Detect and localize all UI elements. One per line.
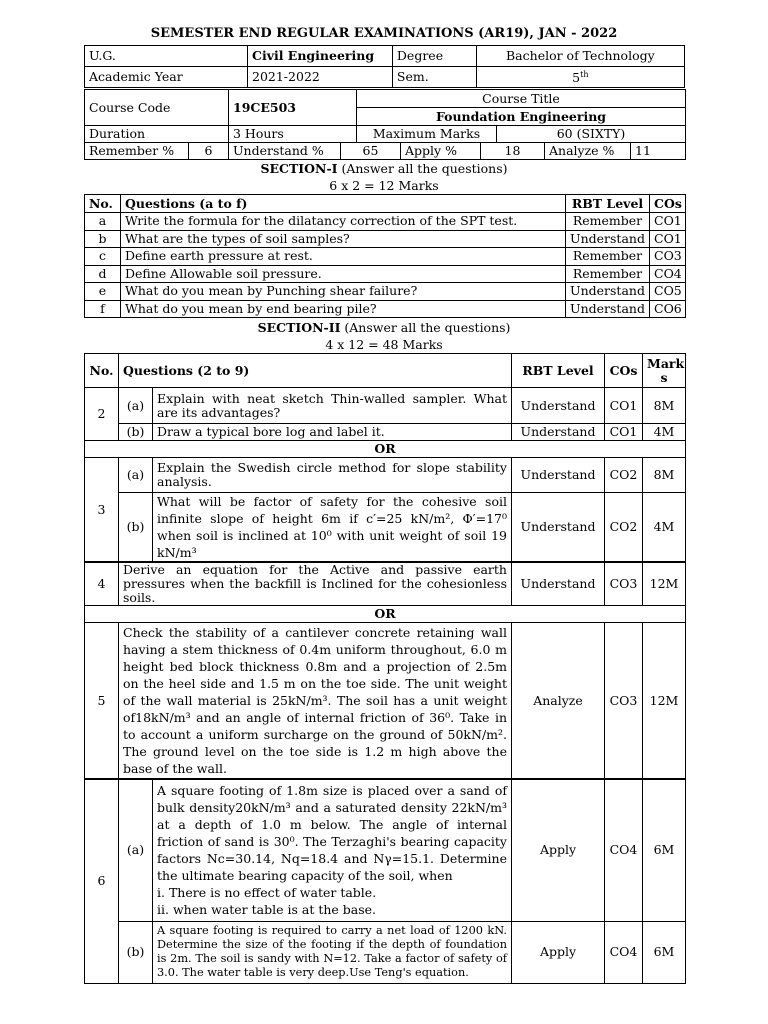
s2-header-marks: Mark s xyxy=(643,354,686,388)
ug-label: U.G. xyxy=(85,46,248,67)
analyze-label: Analyze % xyxy=(545,143,631,160)
section2-title: SECTION-II xyxy=(257,320,341,335)
q6a-rbt: Apply xyxy=(512,779,605,921)
q3b-marks: 4M xyxy=(643,493,686,563)
q2b-rbt: Understand xyxy=(512,424,605,441)
s1-header-questions: Questions (a to f) xyxy=(121,195,566,213)
duration-label: Duration xyxy=(85,126,229,143)
course-code-label: Course Code xyxy=(85,90,229,126)
q2b-sub: (b) xyxy=(119,424,153,441)
s1-row-co: CO3 xyxy=(650,248,686,266)
q4-co: CO3 xyxy=(605,562,643,606)
duration-table xyxy=(84,125,686,143)
s1-row-rbt: Understand xyxy=(566,300,650,318)
s1-row-co: CO4 xyxy=(650,265,686,283)
q3a-marks: 8M xyxy=(643,458,686,493)
q3a-question: Explain the Swedish circle method for slope stability analysis. xyxy=(153,458,512,493)
q6a-co: CO4 xyxy=(605,779,643,921)
q3-number: 3 xyxy=(85,458,119,563)
q2b-marks: 4M xyxy=(643,424,686,441)
s1-row-no: b xyxy=(85,230,121,248)
s1-row-question: Define earth pressure at rest. xyxy=(121,248,566,266)
rbt-distribution-table xyxy=(84,142,686,160)
q3b-question: What will be factor of safety for the cohesive soil infinite slope of height 6m if c′=25 kN/m², Φ′=17⁰ when soil is inclined at 10⁰ with unit weight of soil 19 kN/m³ xyxy=(153,493,512,563)
q5-co: CO3 xyxy=(605,623,643,780)
q2a-marks: 8M xyxy=(643,388,686,424)
s1-header-rbt: RBT Level xyxy=(566,195,650,213)
s1-row-question: What do you mean by end bearing pile? xyxy=(121,300,566,318)
q4-rbt: Understand xyxy=(512,562,605,606)
q3a-co: CO2 xyxy=(605,458,643,493)
s1-row-co: CO1 xyxy=(650,213,686,231)
s1-row-co: CO6 xyxy=(650,300,686,318)
q4-question: Derive an equation for the Active and passive earth pressures when the backfill is Inclined for the cohesionless soils. xyxy=(119,562,512,606)
q5-question: Check the stability of a cantilever concrete retaining wall having a stem thickness of 0.4m uniform throughout, 6.0 m height bed block thickness 0.8m and a projection of 2.5m on the heel side and 1.5 m on the toe side. The unit weight of the wall material is 25kN/m³. The soil has a unit weight of18kN/m³ and an angle of internal friction of 36⁰. Take in to account a uniform surcharge on the ground of 50kN/m². The ground level on the toe side is 1.2 m high above the base of the wall. xyxy=(119,623,512,780)
q3b-rbt: Understand xyxy=(512,493,605,563)
sem-label: Sem. xyxy=(392,67,476,88)
department: Civil Engineering xyxy=(248,46,393,67)
max-marks-label: Maximum Marks xyxy=(357,126,497,143)
s1-row-no: a xyxy=(85,213,121,231)
s1-row-no: e xyxy=(85,283,121,301)
q3b-co: CO2 xyxy=(605,493,643,563)
apply-value: 18 xyxy=(481,143,545,160)
degree-value: Bachelor of Technology xyxy=(476,46,684,67)
s1-row-no: d xyxy=(85,265,121,283)
section2-table xyxy=(84,353,686,984)
or-divider: OR xyxy=(85,606,686,623)
q6a-marks: 6M xyxy=(643,779,686,921)
q6a-question xyxy=(153,779,512,921)
s1-row-rbt: Understand xyxy=(566,283,650,301)
q6a-case-1: i. There is no effect of water table. xyxy=(157,885,377,901)
section1-instructions: (Answer all the questions) xyxy=(337,161,508,176)
q2a-co: CO1 xyxy=(605,388,643,424)
q4-marks: 12M xyxy=(643,562,686,606)
q2b-co: CO1 xyxy=(605,424,643,441)
s1-header-no: No. xyxy=(85,195,121,213)
s1-header-cos: COs xyxy=(650,195,686,213)
q6a-sub: (a) xyxy=(119,779,153,921)
apply-label: Apply % xyxy=(401,143,481,160)
s1-row-rbt: Remember xyxy=(566,213,650,231)
s1-row-rbt: Remember xyxy=(566,265,650,283)
understand-label: Understand % xyxy=(229,143,341,160)
or-divider: OR xyxy=(85,441,686,458)
q2a-rbt: Understand xyxy=(512,388,605,424)
section1-marks: 6 x 2 = 12 Marks xyxy=(329,178,439,193)
section1-title: SECTION-I xyxy=(260,161,338,176)
s1-row-question: Write the formula for the dilatancy correction of the SPT test. xyxy=(121,213,566,231)
course-title-label: Course Title xyxy=(357,90,686,108)
remember-label: Remember % xyxy=(85,143,189,160)
s1-row-question: Define Allowable soil pressure. xyxy=(121,265,566,283)
s2-header-cos: COs xyxy=(605,354,643,388)
q6b-sub: (b) xyxy=(119,921,153,983)
s2-header-rbt: RBT Level xyxy=(512,354,605,388)
s1-row-no: c xyxy=(85,248,121,266)
section2-instructions: (Answer all the questions) xyxy=(340,320,511,335)
q5-marks: 12M xyxy=(643,623,686,780)
analyze-value: 11 xyxy=(631,143,686,160)
q6-number: 6 xyxy=(85,779,119,983)
q3a-rbt: Understand xyxy=(512,458,605,493)
q6a-case-2: ii. when water table is at the base. xyxy=(157,902,377,918)
q6a-question-text: A square footing of 1.8m size is placed over a sand of bulk density20kN/m³ and a saturated density 22kN/m³ at a depth of 1.0 m below. The angle of internal friction of sand is 30⁰. The Terzaghi's bearing capacity factors Nc=30.14, Nq=18.4 and Nγ=15.1. Determine the ultimate bearing capacity of the soil, when xyxy=(157,783,507,884)
q2-number: 2 xyxy=(85,388,119,441)
max-marks: 60 (SIXTY) xyxy=(497,126,686,143)
q2a-sub: (a) xyxy=(119,388,153,424)
q5-rbt: Analyze xyxy=(512,623,605,780)
course-code-table xyxy=(84,89,686,126)
q6b-rbt: Apply xyxy=(512,921,605,983)
sem-value: 5th xyxy=(476,67,684,88)
academic-year-label: Academic Year xyxy=(85,67,248,88)
q3b-sub: (b) xyxy=(119,493,153,563)
duration: 3 Hours xyxy=(229,126,357,143)
section2-heading xyxy=(84,320,684,335)
q5-number: 5 xyxy=(85,623,119,780)
course-title: Foundation Engineering xyxy=(357,108,686,126)
s2-header-no: No. xyxy=(85,354,119,388)
q2b-question: Draw a typical bore log and label it. xyxy=(153,424,512,441)
course-info-table xyxy=(84,45,685,88)
course-code: 19CE503 xyxy=(229,90,357,126)
q3a-sub: (a) xyxy=(119,458,153,493)
s1-row-question: What do you mean by Punching shear failure? xyxy=(121,283,566,301)
s1-row-co: CO5 xyxy=(650,283,686,301)
s1-row-no: f xyxy=(85,300,121,318)
section2-marks: 4 x 12 = 48 Marks xyxy=(325,337,443,352)
q6b-question: A square footing is required to carry a net load of 1200 kN. Determine the size of the footing if the depth of foundation is 2m. The soil is sandy with N=12. Take a factor of safety of 3.0. The water table is very deep.Use Teng's equation. xyxy=(153,921,512,983)
exam-title: SEMESTER END REGULAR EXAMINATIONS (AR19), JAN - 2022 xyxy=(150,26,618,41)
section1-table xyxy=(84,194,686,318)
s1-row-question: What are the types of soil samples? xyxy=(121,230,566,248)
section1-heading xyxy=(84,161,684,176)
understand-value: 65 xyxy=(341,143,401,160)
q2a-question: Explain with neat sketch Thin-walled sampler. What are its advantages? xyxy=(153,388,512,424)
s1-row-rbt: Understand xyxy=(566,230,650,248)
remember-value: 6 xyxy=(189,143,229,160)
q6b-marks: 6M xyxy=(643,921,686,983)
s1-row-co: CO1 xyxy=(650,230,686,248)
s1-row-rbt: Remember xyxy=(566,248,650,266)
s2-header-questions: Questions (2 to 9) xyxy=(119,354,512,388)
q6b-co: CO4 xyxy=(605,921,643,983)
academic-year: 2021-2022 xyxy=(248,67,393,88)
degree-label: Degree xyxy=(392,46,476,67)
q4-number: 4 xyxy=(85,562,119,606)
